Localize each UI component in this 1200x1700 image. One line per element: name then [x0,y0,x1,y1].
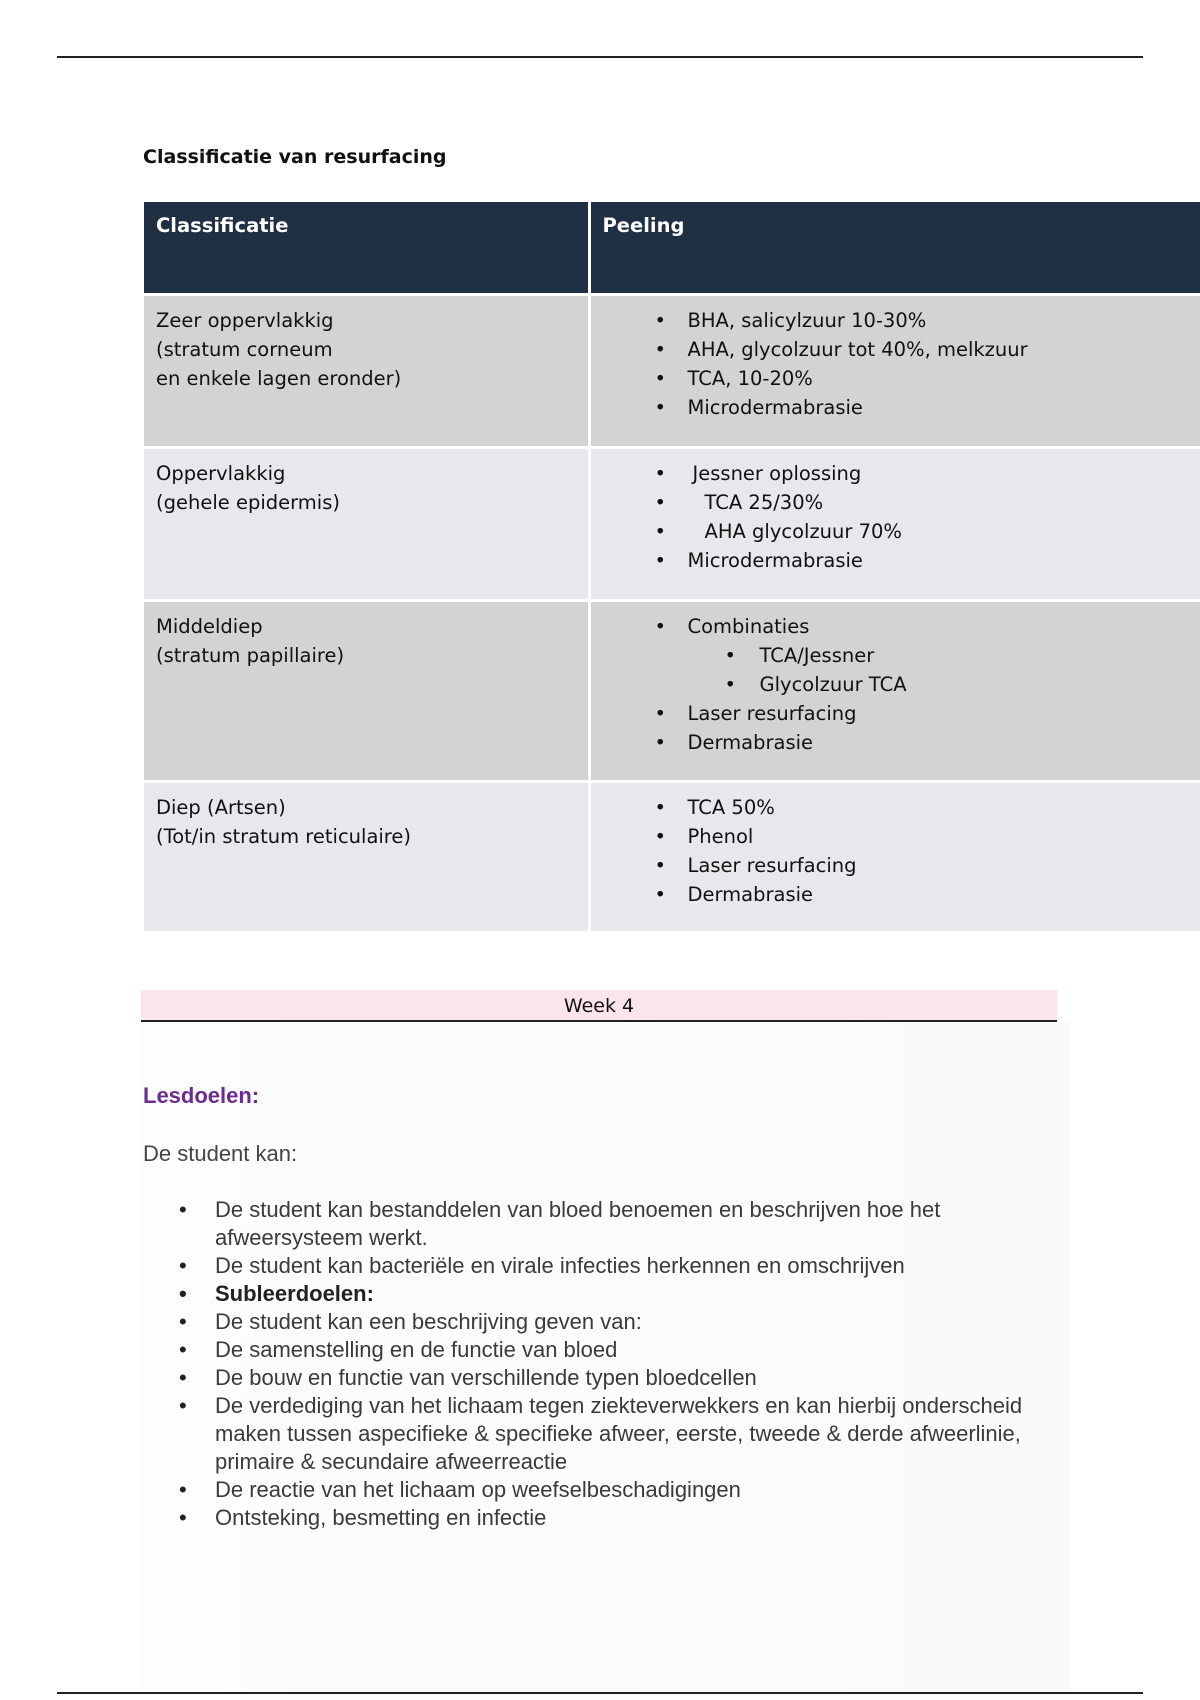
classification-cell [144,600,589,781]
list-item: • Jessner oplossing [603,459,1189,488]
list-item: • Microdermabrasie [603,393,1189,422]
header-classificatie: Classificatie [144,202,589,294]
list-item: • AHA glycolzuur 70% [603,517,1189,546]
classification-cell [144,294,589,447]
list-item: • De student kan bacteriële en virale infecties herkennen en omschrijven [143,1252,1063,1280]
section-title: Classificatie van resurfacing [143,146,447,168]
list-item: • TCA 50% [603,793,1189,822]
top-rule [57,56,1143,58]
list-item: • TCA, 10-20% [603,364,1189,393]
header-peeling: Peeling [589,202,1200,294]
table-header-row [144,202,1200,294]
cell-text: en enkele lagen eronder) [156,366,402,390]
cell-text: (Tot/in stratum reticulaire) [156,824,412,848]
list-item: • Phenol [603,822,1189,851]
lesdoelen-heading: Lesdoelen: [143,1083,260,1108]
list-item: • Dermabrasie [603,880,1189,909]
cell-text: Diep (Artsen) [156,795,286,819]
cell-text: Middeldiep [156,614,263,638]
cell-text: Oppervlakkig [156,461,286,485]
peeling-cell [589,600,1200,781]
peeling-cell [589,294,1200,447]
table-row [144,781,1200,931]
list-item: • De student kan bestanddelen van bloed benoemen en beschrijven hoe het afweersysteem werkt. [143,1196,1063,1252]
bottom-rule [57,1692,1143,1694]
list-item: • Laser resurfacing [603,851,1189,880]
list-item: • BHA, salicylzuur 10-30% [603,306,1189,335]
table-row [144,600,1200,781]
list-item: • De student kan een beschrijving geven van: [143,1308,1063,1336]
subleerdoelen-heading: • Subleerdoelen: [143,1280,1063,1308]
list-item: • TCA 25/30% [603,488,1189,517]
list-item: • Laser resurfacing [603,699,1189,728]
classification-cell [144,447,589,600]
sub-list-item: • Glycolzuur TCA [603,670,1189,699]
cell-text: (stratum corneum [156,337,333,361]
peeling-cell [589,781,1200,931]
cell-text: (gehele epidermis) [156,490,340,514]
intro-text: De student kan: [143,1141,298,1166]
cell-text: Zeer oppervlakkig [156,308,334,332]
table-row [144,447,1200,600]
goals-list [143,1196,1063,1532]
classification-cell [144,781,589,931]
list-item: • De reactie van het lichaam op weefselbeschadigingen [143,1476,1063,1504]
week-heading: Week 4 [141,990,1057,1022]
list-item: • Ontsteking, besmetting en infectie [143,1504,1063,1532]
table-row [144,294,1200,447]
list-item: • De verdediging van het lichaam tegen ziekteverwekkers en kan hierbij onderscheid maken tussen aspecifieke & specifieke afweer, eerste, tweede & derde afweerlinie, primaire & secundaire afweerreactie [143,1392,1063,1476]
list-item: • Combinaties [603,612,1189,641]
list-item: • De bouw en functie van verschillende typen bloedcellen [143,1364,1063,1392]
list-item: • De samenstelling en de functie van bloed [143,1336,1063,1364]
list-item: • Microdermabrasie [603,546,1189,575]
peeling-cell [589,447,1200,600]
list-item: • Dermabrasie [603,728,1189,757]
sub-list-item: • TCA/Jessner [603,641,1189,670]
list-item: • AHA, glycolzuur tot 40%, melkzuur [603,335,1189,364]
resurfacing-table [144,202,1200,931]
cell-text: (stratum papillaire) [156,643,345,667]
